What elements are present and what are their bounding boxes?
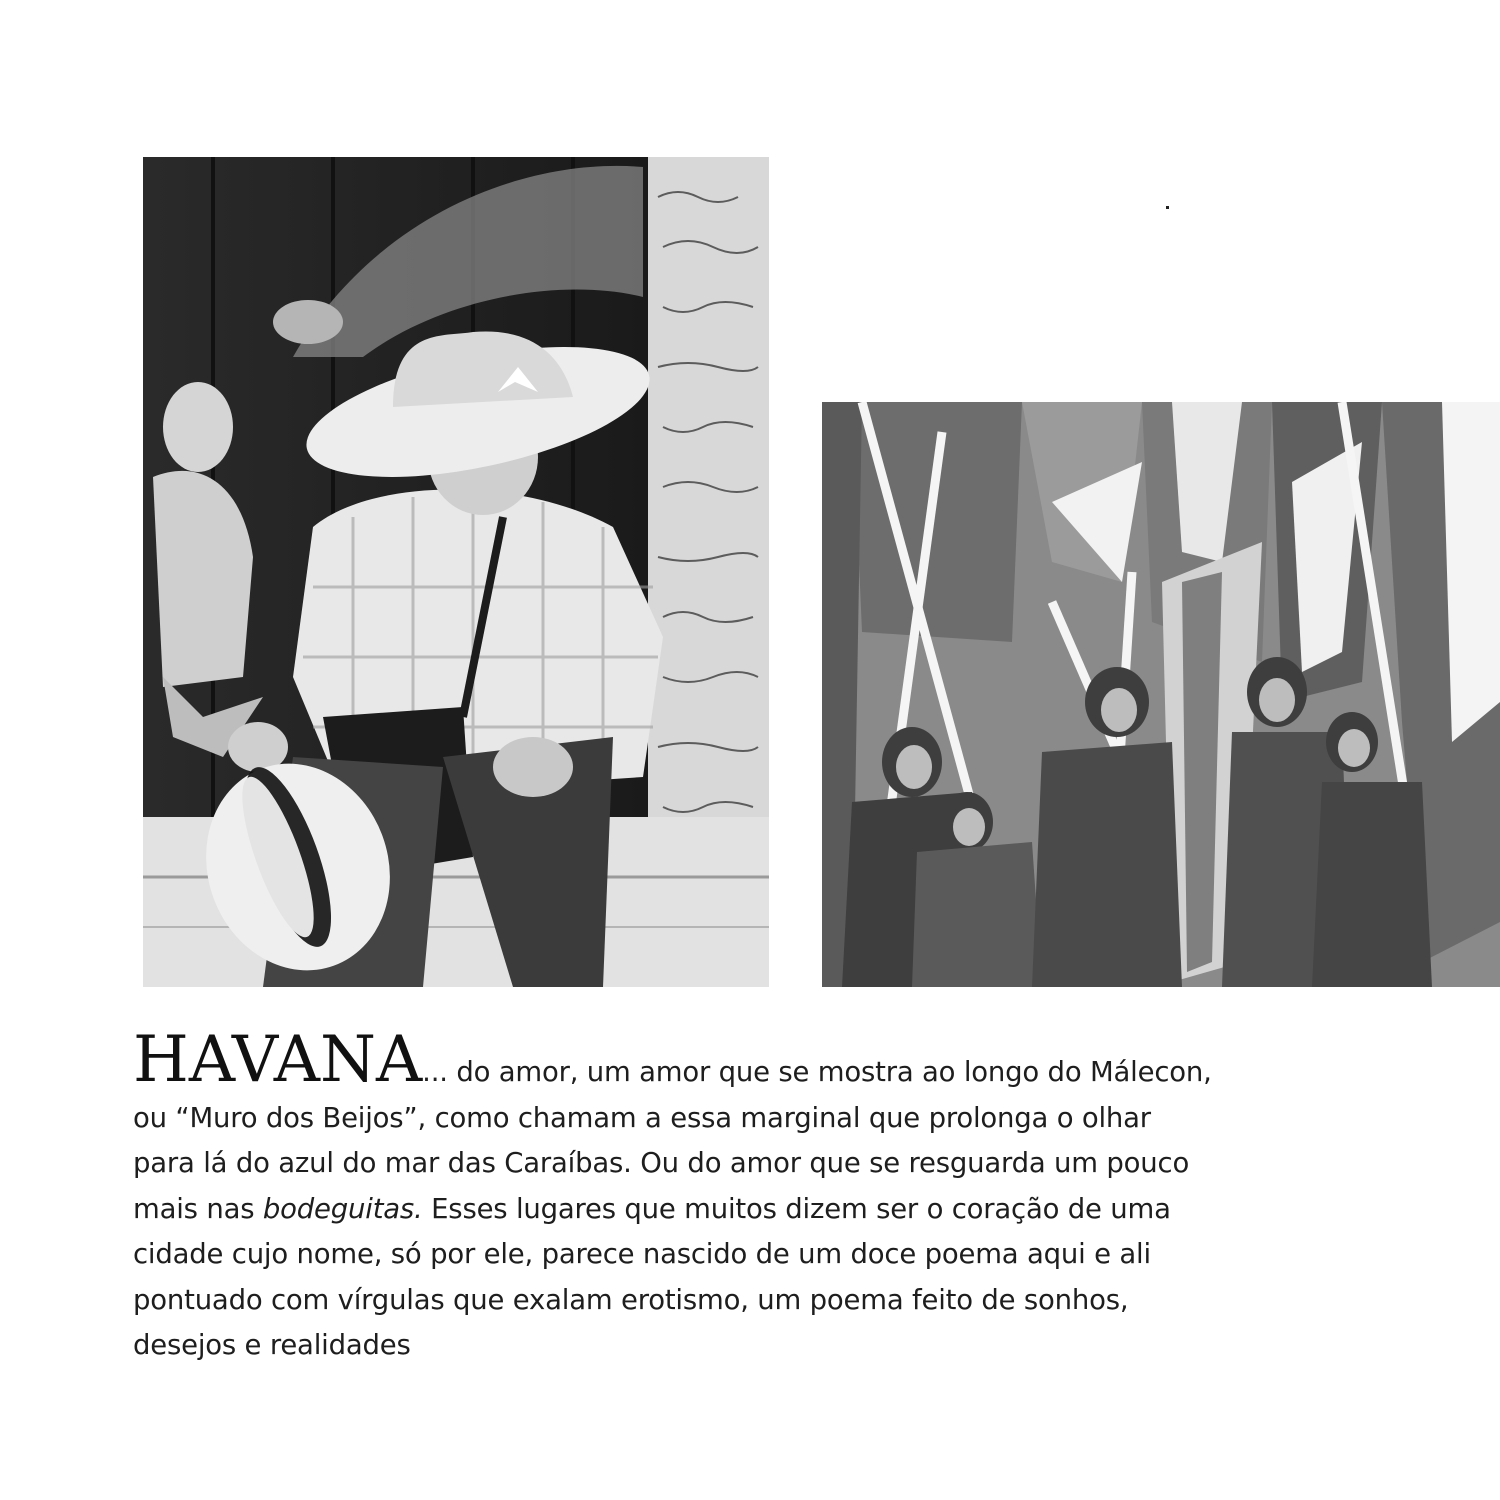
- article-italic-term: bodeguitas.: [262, 1192, 423, 1225]
- article-line-4-end: Esses lugares que muitos dizem ser o coração de uma: [422, 1192, 1171, 1225]
- article-line-4-start: mais nas: [133, 1192, 263, 1225]
- stray-dot: [1166, 206, 1169, 209]
- photo-man-in-hat: [143, 157, 769, 987]
- photo-flag-parade: [822, 402, 1500, 987]
- article-line-3: para lá do azul do mar das Caraíbas. Ou do amor que se resguarda um pouco: [133, 1147, 1190, 1179]
- article-line-2: ou “Muro dos Beijos”, como chamam a essa marginal que prolonga o olhar: [133, 1101, 1151, 1134]
- article-line-7: desejos e realidades: [133, 1329, 411, 1361]
- article-line-5: cidade cujo nome, só por ele, parece nascido de um doce poema aqui e ali: [133, 1238, 1151, 1270]
- headline: HAVANA: [133, 1023, 423, 1097]
- article-line-4: [133, 1187, 1273, 1233]
- article-line-1: [133, 1023, 1273, 1097]
- article-body: [133, 1023, 1273, 1369]
- article-line-6: pontuado com vírgulas que exalam erotismo, um poema feito de sonhos,: [133, 1283, 1129, 1316]
- article-line-1-text: ... do amor, um amor que se mostra ao longo do Málecon,: [422, 1056, 1212, 1088]
- photo-man-in-hat-image: [143, 157, 769, 987]
- photo-flag-parade-image: [822, 402, 1500, 987]
